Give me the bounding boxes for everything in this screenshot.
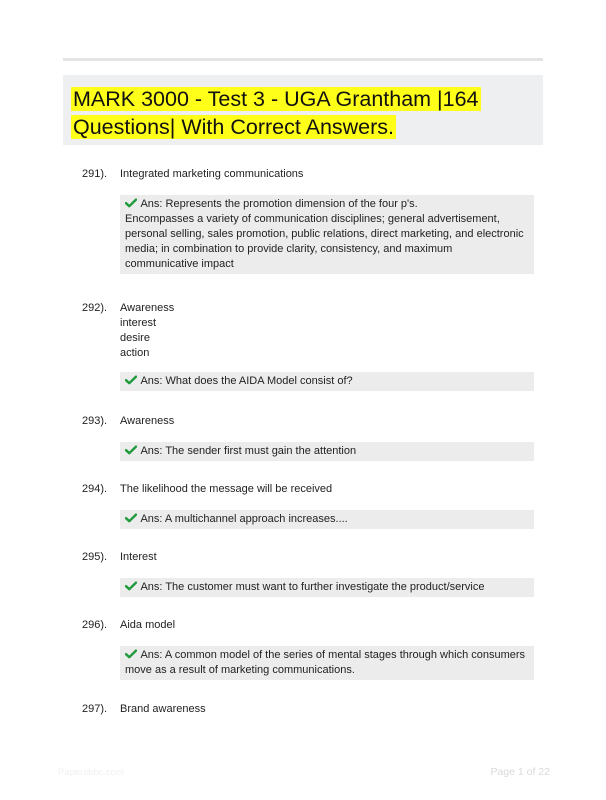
question-text: Interest — [120, 551, 157, 563]
question-text: The likelihood the message will be received — [120, 483, 333, 495]
answer-text: Ans: What does the AIDA Model consist of? — [140, 375, 353, 387]
question-text: Integrated marketing communications — [120, 168, 304, 180]
checkmark-icon — [125, 198, 137, 208]
answer-box — [120, 372, 534, 391]
question-text: Brand awareness — [120, 703, 206, 715]
question-text: Aida model — [120, 619, 176, 631]
answer-box — [120, 195, 534, 274]
checkmark-icon — [125, 513, 137, 523]
answer-text: Ans: The sender first must gain the attention — [140, 445, 357, 457]
question-text: Awareness interest desire action — [120, 302, 175, 359]
checkmark-icon — [125, 581, 137, 591]
answer-text: Ans: Represents the promotion dimension of the four p's. Encompasses a variety of communication disciplines; general advertisement, personal selling, sales promotion, public relations, direct marketing, and electronic media; in combination to provide clarity, consistency, and maximum communicative impact — [125, 198, 524, 270]
page-number: Page 1 of 22 — [490, 766, 550, 778]
question-item — [0, 550, 606, 618]
question-number: 295). — [82, 551, 108, 563]
question-item — [0, 167, 606, 301]
checkmark-icon — [125, 375, 137, 385]
question-item — [0, 301, 606, 414]
question-number: 294). — [82, 483, 108, 495]
document-title: MARK 3000 - Test 3 - UGA Grantham |164 Questions| With Correct Answers. — [73, 87, 479, 139]
answer-box — [120, 510, 534, 529]
answer-box — [120, 646, 534, 680]
footer-site-watermark: Papersbbc.com — [58, 767, 125, 778]
top-rule — [63, 58, 543, 61]
question-item — [0, 414, 606, 482]
question-item — [0, 482, 606, 550]
question-number: 292). — [82, 302, 108, 314]
question-text: Awareness — [120, 415, 175, 427]
question-list — [0, 167, 606, 722]
answer-text: Ans: A multichannel approach increases.... — [140, 513, 348, 525]
question-number: 297). — [82, 703, 108, 715]
answer-text: Ans: The customer must want to further investigate the product/service — [140, 581, 485, 593]
checkmark-icon — [125, 649, 137, 659]
question-number: 291). — [82, 168, 108, 180]
checkmark-icon — [125, 445, 137, 455]
question-number: 293). — [82, 415, 108, 427]
answer-text: Ans: A common model of the series of mental stages through which consumers move as a result of marketing communications. — [125, 649, 526, 676]
question-item — [0, 618, 606, 702]
question-item — [0, 702, 606, 722]
title-box — [63, 75, 543, 145]
answer-box — [120, 578, 534, 597]
question-number: 296). — [82, 619, 108, 631]
answer-box — [120, 442, 534, 461]
